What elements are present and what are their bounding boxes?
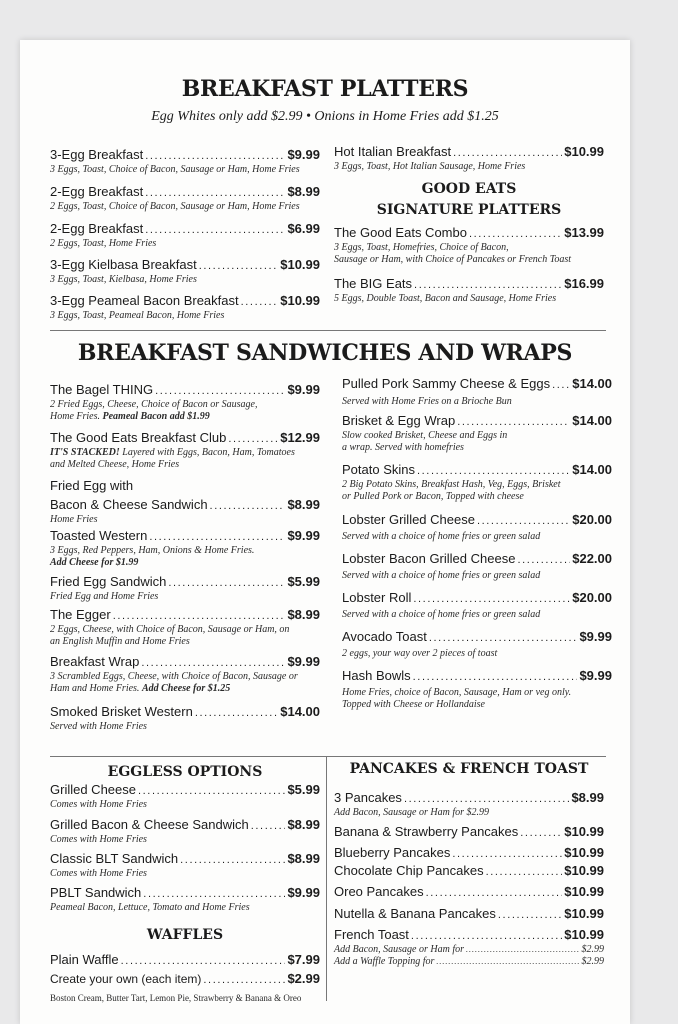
item-price: $10.99 <box>280 257 320 272</box>
item-name: Classic BLT Sandwich <box>50 851 179 866</box>
item-price: $6.99 <box>287 221 320 236</box>
item-desc: Peameal Bacon, Lettuce, Tomato and Home Fries <box>50 902 250 913</box>
item-desc: Served with a choice of home fries or green salad <box>342 570 541 581</box>
menu-item <box>342 413 612 454</box>
menu-item <box>50 704 320 733</box>
item-name: Breakfast Wrap <box>50 654 140 669</box>
item-desc: Served with a choice of home fries or green salad <box>342 609 541 620</box>
pancakes-title: PANCAKES & FRENCH TOAST <box>349 761 589 777</box>
section-divider <box>50 330 606 331</box>
item-desc: Layered with Eggs, Bacon, Ham, Tomatoes <box>119 447 295 458</box>
item-price: $9.99 <box>287 147 320 162</box>
item-price: $9.99 <box>579 629 612 644</box>
item-desc: Home Fries. <box>50 411 103 422</box>
item-name: French Toast <box>334 927 409 942</box>
menu-item <box>50 221 320 250</box>
menu-item <box>334 824 604 841</box>
item-name: Banana & Strawberry Pancakes <box>334 824 519 839</box>
menu-item <box>50 147 320 176</box>
menu-item <box>342 590 612 621</box>
item-name: Lobster Roll <box>342 590 412 605</box>
item-price: $14.00 <box>280 704 320 719</box>
item-price: $8.99 <box>287 607 320 622</box>
item-desc: 3 Eggs, Red Peppers, Ham, Onions & Home Fries. <box>50 545 255 556</box>
menu-item <box>342 462 612 503</box>
item-desc: 2 Eggs, Toast, Home Fries <box>50 238 157 249</box>
item-price: $8.99 <box>571 790 604 805</box>
item-price: $10.99 <box>564 863 604 878</box>
item-desc: Add a Waffle Topping for <box>334 956 435 967</box>
item-price: $16.99 <box>564 276 604 291</box>
menu-item <box>50 851 320 880</box>
item-name: Chocolate Chip Pancakes <box>334 863 484 878</box>
menu-item <box>334 884 604 901</box>
item-name: The Bagel THING <box>50 382 154 397</box>
item-price: $8.99 <box>287 851 320 866</box>
menu-item <box>334 906 604 923</box>
item-desc-bold: Add Cheese for $1.25 <box>141 683 231 694</box>
item-name: Lobster Bacon Grilled Cheese <box>342 551 516 566</box>
item-price: $10.99 <box>564 845 604 860</box>
item-desc: 3 Eggs, Toast, Peameal Bacon, Home Fries <box>50 310 225 321</box>
item-desc: 2 Eggs, Toast, Choice of Bacon, Sausage or Ham, Home Fries <box>50 201 300 212</box>
item-desc: Boston Cream, Butter Tart, Lemon Pie, Strawberry & Banana & Oreo <box>50 993 302 1003</box>
item-name: 3-Egg Peameal Bacon Breakfast <box>50 293 239 308</box>
item-desc: 2 Fried Eggs, Cheese, Choice of Bacon or Sausage, <box>50 399 258 410</box>
menu-item <box>342 668 612 711</box>
item-name: Avocado Toast <box>342 629 427 644</box>
menu-item <box>334 863 604 880</box>
menu-item <box>50 654 320 695</box>
item-name: Plain Waffle <box>50 952 119 967</box>
menu-item <box>334 927 604 968</box>
item-price: $5.99 <box>287 574 320 589</box>
item-desc-bold: Peameal Bacon add $1.99 <box>102 411 210 422</box>
item-name: The Good Eats Breakfast Club <box>50 430 227 445</box>
item-desc: Topped with Cheese or Hollandaise <box>342 699 485 710</box>
item-desc: 2 Eggs, Cheese, with Choice of Bacon, Sausage or Ham, on <box>50 624 290 635</box>
menu-item <box>50 257 320 286</box>
item-desc: a wrap. Served with homefries <box>342 442 464 453</box>
item-price: $13.99 <box>564 225 604 240</box>
item-desc: $2.99 <box>581 956 604 967</box>
item-price: $12.99 <box>280 430 320 445</box>
item-price: $10.99 <box>564 144 604 159</box>
item-price: $10.99 <box>564 906 604 921</box>
item-desc: 3 Scrambled Eggs, Cheese, with Choice of Bacon, Sausage or <box>50 671 298 682</box>
item-price: $22.00 <box>572 551 612 566</box>
item-desc: $2.99 <box>581 944 604 955</box>
item-name: Grilled Cheese <box>50 782 136 797</box>
item-desc: Add Bacon, Sausage or Ham for $2.99 <box>334 807 489 818</box>
menu-item <box>50 885 320 914</box>
menu-item <box>50 574 320 603</box>
item-price: $14.00 <box>572 413 612 428</box>
item-desc: Sausage or Ham, with Choice of Pancakes or French Toast <box>334 254 572 265</box>
item-name: Bacon & Cheese Sandwich <box>50 497 208 512</box>
item-name: Smoked Brisket Western <box>50 704 193 719</box>
item-desc: Comes with Home Fries <box>50 834 147 845</box>
item-desc: Served with Home Fries on a Brioche Bun <box>342 396 512 407</box>
item-price: $9.99 <box>579 668 612 683</box>
item-name: Hot Italian Breakfast <box>334 144 452 159</box>
item-price: $14.00 <box>572 376 612 391</box>
item-desc: 3 Eggs, Toast, Hot Italian Sausage, Home Fries <box>334 161 526 172</box>
item-name: Lobster Grilled Cheese <box>342 512 475 527</box>
waffles-title: WAFFLES <box>146 927 224 943</box>
item-price: $8.99 <box>287 497 320 512</box>
item-desc: an English Muffin and Home Fries <box>50 636 190 647</box>
item-desc: or Pulled Pork or Bacon, Topped with cheese <box>342 491 524 502</box>
menu-item <box>334 845 604 862</box>
menu-item <box>50 528 320 569</box>
menu-page <box>20 40 630 1024</box>
item-name: The BIG Eats <box>334 276 413 291</box>
item-desc: Add Bacon, Sausage or Ham for <box>334 944 464 955</box>
menu-item <box>334 276 604 305</box>
item-desc-bold: IT'S STACKED! <box>50 447 120 458</box>
item-price: $14.00 <box>572 462 612 477</box>
item-price: $5.99 <box>287 782 320 797</box>
menu-item <box>50 952 320 1004</box>
menu-item <box>342 629 612 660</box>
signature-title-1: GOOD EATS <box>421 181 517 197</box>
menu-item <box>50 607 320 648</box>
item-price: $10.99 <box>564 884 604 899</box>
item-name: Toasted Western <box>50 528 148 543</box>
section-divider <box>50 756 606 757</box>
item-name: Hash Bowls <box>342 668 411 683</box>
item-price: $9.99 <box>287 885 320 900</box>
signature-title-2: SIGNATURE PLATTERS <box>376 202 562 218</box>
item-desc: Fried Egg and Home Fries <box>50 591 159 602</box>
item-price: $20.00 <box>572 590 612 605</box>
menu-item <box>50 430 320 471</box>
item-name: 3-Egg Breakfast <box>50 147 144 162</box>
item-desc-bold: Add Cheese for $1.99 <box>50 557 139 568</box>
menu-item <box>50 293 320 322</box>
item-desc: Served with Home Fries <box>50 721 147 732</box>
menu-item <box>50 817 320 846</box>
item-desc: 3 Eggs, Toast, Choice of Bacon, Sausage or Ham, Home Fries <box>50 164 300 175</box>
item-name: Fried Egg Sandwich <box>50 574 167 589</box>
item-price: $7.99 <box>287 952 320 967</box>
item-desc: Home Fries <box>50 514 98 525</box>
item-name: Create your own (each item) <box>50 972 202 986</box>
menu-item <box>50 478 320 526</box>
item-name: Blueberry Pancakes <box>334 845 451 860</box>
column-divider <box>326 756 327 1001</box>
item-desc: Comes with Home Fries <box>50 868 147 879</box>
item-name: The Egger <box>50 607 111 622</box>
item-name: 2-Egg Breakfast <box>50 221 144 236</box>
menu-item <box>50 782 320 811</box>
menu-item <box>50 382 320 423</box>
item-name: Nutella & Banana Pancakes <box>334 906 496 921</box>
platters-title: BREAKFAST PLATTERS <box>181 76 469 102</box>
item-name: Oreo Pancakes <box>334 884 424 899</box>
item-desc: and Melted Cheese, Home Fries <box>50 459 180 470</box>
item-price: $9.99 <box>287 528 320 543</box>
item-name: PBLT Sandwich <box>50 885 142 900</box>
item-desc: 5 Eggs, Double Toast, Bacon and Sausage, Home Fries <box>334 293 557 304</box>
item-price: $2.99 <box>287 971 320 986</box>
item-price: $8.99 <box>287 817 320 832</box>
menu-item <box>342 376 612 408</box>
item-desc: 2 eggs, your way over 2 pieces of toast <box>342 648 498 659</box>
item-desc: Slow cooked Brisket, Cheese and Eggs in <box>342 430 508 441</box>
platters-subtitle: Egg Whites only add $2.99 • Onions in Home Fries add $1.25 <box>151 109 499 124</box>
menu-item <box>342 551 612 582</box>
item-name: The Good Eats Combo <box>334 225 467 240</box>
item-desc: Home Fries, choice of Bacon, Sausage, Ham or veg only. <box>342 687 572 698</box>
item-price: $10.99 <box>280 293 320 308</box>
item-desc: Ham and Home Fries. <box>50 683 142 694</box>
item-name: Pulled Pork Sammy Cheese & Eggs <box>342 376 551 391</box>
item-name: Grilled Bacon & Cheese Sandwich <box>50 817 249 832</box>
item-name: 3 Pancakes <box>334 790 402 805</box>
item-price: $9.99 <box>287 654 320 669</box>
item-desc: 3 Eggs, Toast, Homefries, Choice of Bacon, <box>334 242 509 253</box>
item-desc: 2 Big Potato Skins, Breakfast Hash, Veg, Eggs, Brisket <box>342 479 561 490</box>
item-name: Potato Skins <box>342 462 415 477</box>
item-desc: Comes with Home Fries <box>50 799 147 810</box>
item-name: 3-Egg Kielbasa Breakfast <box>50 257 197 272</box>
eggless-title: EGGLESS OPTIONS <box>107 764 263 780</box>
item-price: $8.99 <box>287 184 320 199</box>
menu-item <box>50 184 320 213</box>
item-desc: 3 Eggs, Toast, Kielbasa, Home Fries <box>50 274 197 285</box>
item-price: $10.99 <box>564 927 604 942</box>
item-price: $10.99 <box>564 824 604 839</box>
item-price: $9.99 <box>287 382 320 397</box>
menu-item <box>334 790 604 819</box>
item-name: 2-Egg Breakfast <box>50 184 144 199</box>
menu-item <box>334 144 604 173</box>
item-name: Fried Egg with <box>50 478 134 493</box>
item-desc: Served with a choice of home fries or green salad <box>342 531 541 542</box>
sandwiches-title: BREAKFAST SANDWICHES AND WRAPS <box>77 340 573 366</box>
item-name: Brisket & Egg Wrap <box>342 413 456 428</box>
menu-item <box>334 225 604 266</box>
item-price: $20.00 <box>572 512 612 527</box>
menu-item <box>342 512 612 543</box>
